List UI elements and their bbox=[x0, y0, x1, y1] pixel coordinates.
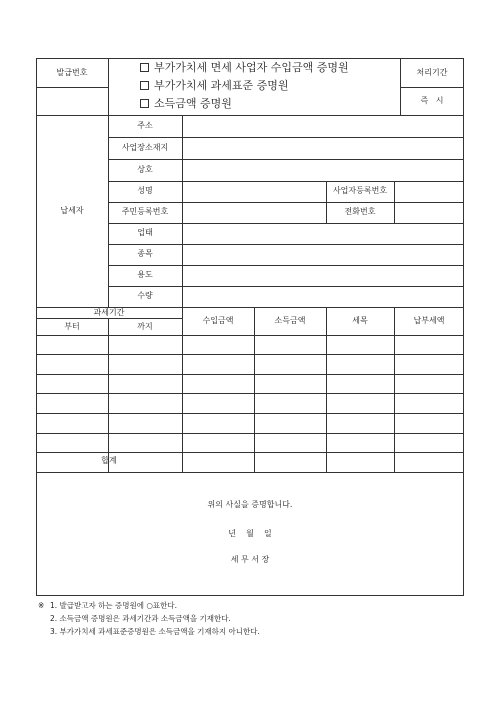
processing-period-value: 즉 시 bbox=[420, 96, 444, 105]
total-label: 합계 bbox=[101, 456, 117, 465]
column-tax-paid: 납부세액 bbox=[413, 316, 445, 325]
processing-period-label: 처리기간 bbox=[416, 68, 448, 77]
tax-office-chief: 세 무 서 장 bbox=[230, 555, 270, 564]
checkbox-icon[interactable] bbox=[140, 81, 149, 90]
option-income-amount[interactable]: 소득금액 증명원 bbox=[140, 98, 232, 109]
phone-label: 전화번호 bbox=[344, 207, 376, 216]
tax-period-label: 과세기간 bbox=[93, 308, 125, 317]
business-type-label: 업태 bbox=[137, 228, 153, 237]
option-vat-tax-base[interactable]: 부가가치세 과세표준 증명원 bbox=[140, 80, 289, 91]
option-vat-exempt-revenue[interactable]: 부가가치세 면세 사업자 수입금액 증명원 bbox=[140, 62, 349, 73]
trade-name-label: 상호 bbox=[137, 165, 153, 174]
quantity-label: 수량 bbox=[137, 291, 153, 300]
note-item: 1. 발급받고자 하는 증명원에 ○표한다. bbox=[50, 601, 178, 610]
resident-reg-no-label: 주민등록번호 bbox=[121, 207, 169, 216]
column-income: 소득금액 bbox=[274, 316, 306, 325]
period-to-label: 까지 bbox=[137, 322, 153, 331]
column-revenue: 수입금액 bbox=[202, 316, 234, 325]
period-from-label: 부터 bbox=[64, 322, 80, 331]
purpose-label: 용도 bbox=[137, 270, 153, 279]
item-label: 종목 bbox=[137, 249, 153, 258]
business-reg-no-label: 사업자등록번호 bbox=[332, 186, 388, 195]
taxpayer-section-label: 납세자 bbox=[60, 206, 84, 215]
checkbox-icon[interactable] bbox=[140, 99, 149, 108]
certification-statement: 위의 사실을 증명합니다. bbox=[207, 500, 293, 509]
notes-prefix: ※ bbox=[38, 601, 45, 610]
name-label: 성명 bbox=[137, 186, 153, 195]
note-item: 2. 소득금액 증명원은 과세기간과 소득금액을 기재한다. bbox=[50, 614, 231, 623]
business-address-label: 사업장소재지 bbox=[121, 143, 169, 152]
certification-date: 년 월 일 bbox=[228, 529, 272, 538]
address-label: 주소 bbox=[137, 121, 153, 130]
column-tax-item: 세목 bbox=[352, 316, 368, 325]
certificate-form bbox=[36, 58, 464, 640]
note-item: 3. 부가가치세 과세표준증명원은 소득금액을 기재하지 아니한다. bbox=[50, 627, 260, 636]
checkbox-icon[interactable] bbox=[140, 63, 149, 72]
issue-no-label: 발급번호 bbox=[56, 68, 88, 77]
